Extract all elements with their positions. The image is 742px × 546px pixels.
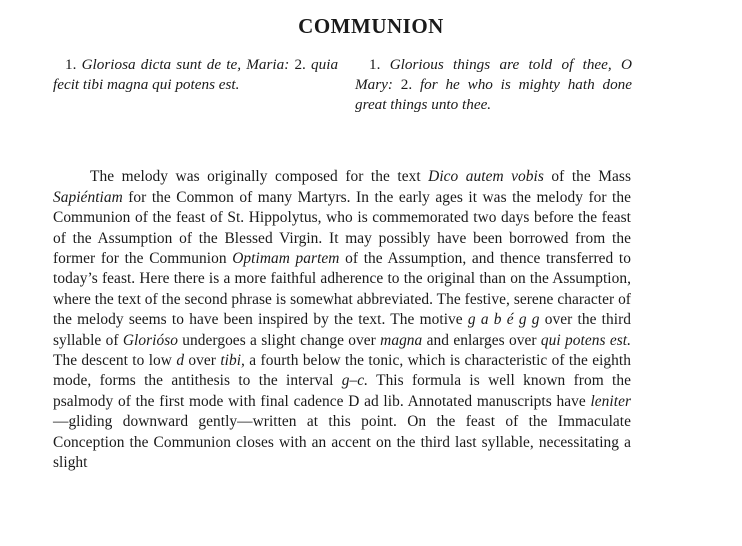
text-run: undergoes a slight change over	[177, 331, 381, 349]
italic-text-run: g a b é g g	[467, 311, 540, 329]
italic-text-run: Optimam partem	[232, 250, 340, 268]
commentary-paragraph	[53, 167, 631, 473]
italic-text-run: magna	[380, 331, 423, 349]
english-verse-number-2: 2.	[400, 76, 413, 93]
text-run: over	[184, 352, 221, 370]
latin-verse-number-1: 1.	[65, 56, 77, 73]
english-verse-2: for he who is mighty hath done great things unto thee.	[355, 76, 633, 113]
italic-text-run: Glorióso	[122, 331, 178, 349]
text-run: The melody was originally composed for the text	[90, 168, 429, 186]
italic-text-run: d	[176, 352, 185, 370]
english-translation-column	[355, 55, 632, 115]
italic-text-run: Dico autem vobis	[428, 168, 544, 186]
english-verse-number-1: 1.	[369, 56, 381, 73]
page-title: COMMUNION	[298, 14, 444, 38]
english-verse-1: Glorious things are told of thee, O Mary:	[355, 56, 632, 93]
latin-verse-1: Gloriosa dicta sunt de te, Maria:	[81, 56, 290, 73]
italic-text-run: qui potens est.	[540, 331, 631, 349]
latin-verse-2: quia fecit tibi magna qui potens est.	[53, 56, 339, 93]
text-run: for the Common of many Martyrs. In the early ages it was the melody for the Communion of the feast of St. Hippolytus, who is commemorated two days before the feast of the Assumption of the Blessed Virgin. It may possibly have been borrowed from the former for the Communion	[53, 188, 631, 268]
text-run: —gliding downward gently—written at this point. On the feast of the Immaculate Conception the Communion closes with an accent on the third last syllable, necessitating a slight	[53, 413, 631, 472]
latin-verse-number-2: 2.	[294, 56, 306, 73]
text-run: This formula is well known from the psalmody of the first mode with final cadence D ad lib. Annotated manuscripts have	[53, 372, 632, 410]
italic-text-run: g–c.	[341, 372, 369, 390]
text-run: of the Assumption, and thence transferred to today’s feast. Here there is a more faithful adherence to the original than on the Assumption, where the text of the second phrase is somewhat abbreviated. The festive, serene character of the melody seems to have been inspired by the text. The motive	[53, 250, 631, 329]
text-run: The descent to low	[53, 352, 177, 370]
text-run: over the third syllable of	[53, 311, 631, 349]
text-run: of the Mass	[543, 168, 631, 186]
italic-text-run: Sapiéntiam	[53, 188, 123, 206]
latin-text-column	[53, 55, 338, 95]
text-run: and enlarges over	[422, 331, 541, 349]
italic-text-run: leniter	[590, 392, 631, 410]
text-run: a fourth below the tonic, which is characteristic of the eighth mode, forms the antithesis to the interval	[53, 352, 631, 390]
italic-text-run: tibi,	[220, 352, 245, 370]
